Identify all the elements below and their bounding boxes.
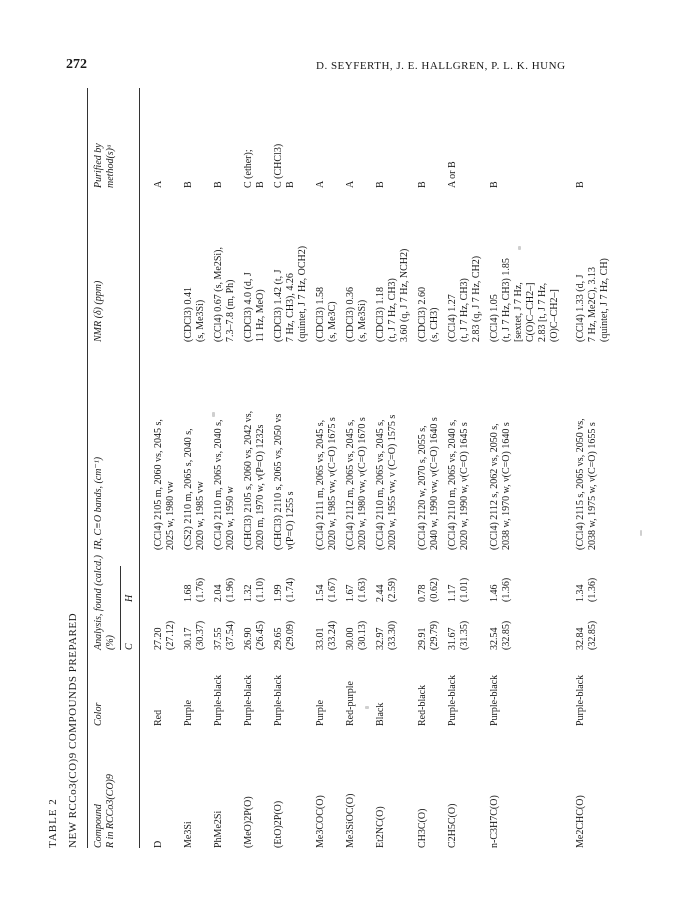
hydrogen-cell-line: (1.96) xyxy=(225,577,236,602)
color-cell-line: Purple-black xyxy=(213,674,224,726)
carbon-cell-line: 37.55 xyxy=(213,627,224,650)
header-rule xyxy=(139,88,140,848)
nmr-cell-line: (CCl4) 1.27 xyxy=(447,294,458,342)
carbon-cell-line: 29.65 xyxy=(273,627,284,650)
compound-cell xyxy=(243,796,255,848)
color-cell xyxy=(153,710,165,726)
method-cell-line: B xyxy=(213,181,224,188)
compound-cell-line: C2H5C(O) xyxy=(447,803,458,848)
ir-cell-line: ν(P=O) 1255 s xyxy=(285,491,296,550)
ir-cell-line: 2020 w, 1985 vw, ν(C=O) 1675 s xyxy=(327,417,338,550)
ir-cell-line: 2020 w, 1950 w xyxy=(225,486,236,550)
ir-cell xyxy=(345,417,369,550)
carbon-cell-line: (27.12) xyxy=(165,620,176,650)
analysis-rule xyxy=(120,566,121,650)
carbon-cell xyxy=(489,621,513,650)
color-cell xyxy=(575,675,587,726)
color-cell-line: Purple-black xyxy=(273,674,284,726)
carbon-cell xyxy=(273,621,297,650)
method-cell-line: A xyxy=(315,180,326,188)
nmr-cell xyxy=(375,249,411,342)
hydrogen-cell-line: 1.17 xyxy=(447,584,458,602)
hydrogen-cell-line: 2.44 xyxy=(375,584,386,602)
ir-cell-line: (CCl4) 2110 m, 2065 vs, 2040 s, xyxy=(447,419,458,550)
compound-cell xyxy=(273,801,285,848)
carbon-cell xyxy=(575,621,599,650)
nmr-cell-line: 2.83 [t, J 7 Hz, xyxy=(537,282,548,342)
compound-cell-line: (MeO)2P(O) xyxy=(243,796,254,848)
compound-cell xyxy=(345,794,357,848)
color-cell xyxy=(243,675,255,726)
method-cell xyxy=(153,181,165,188)
ir-cell-line: (CCl4) 2105 m, 2060 vs, 2045 s, xyxy=(153,419,164,550)
carbon-cell-line: 30.00 xyxy=(345,627,356,650)
compound-cell xyxy=(213,811,225,848)
method-cell xyxy=(183,181,195,188)
nmr-cell-line: (CDCl3) 1.58 xyxy=(315,287,326,342)
nmr-cell-line: (CDCl3) 4.0 (d, J xyxy=(243,272,254,342)
hydrogen-cell-line: 1.68 xyxy=(183,584,194,602)
method-cell xyxy=(273,144,297,188)
method-cell xyxy=(345,181,357,188)
carbon-cell-line: 31.67 xyxy=(447,627,458,650)
carbon-cell xyxy=(315,621,339,650)
color-cell xyxy=(315,700,327,726)
hydrogen-cell xyxy=(489,578,513,602)
carbon-cell-line: (33.24) xyxy=(327,620,338,650)
header-ir: IR, C≡O bands, (cm⁻¹) xyxy=(93,456,104,550)
method-cell-line: B xyxy=(417,181,428,188)
nmr-cell-line: 7 Hz, Me2C), 3.13 xyxy=(587,267,598,342)
compound-cell-line: Me2CHC(O) xyxy=(575,795,586,848)
page-number: 272 xyxy=(66,57,87,72)
color-cell-line: Purple-black xyxy=(489,674,500,726)
carbon-cell xyxy=(243,621,267,650)
ir-cell-line: (CHCl3) 2110 s, 2065 vs, 2050 vs xyxy=(273,413,284,550)
compound-cell-line: n-C3H7C(O) xyxy=(489,795,500,848)
carbon-cell-line: 32.97 xyxy=(375,627,386,650)
hydrogen-cell-line: 1.67 xyxy=(345,584,356,602)
nmr-cell xyxy=(489,258,561,342)
nmr-cell-line: (CCl4) 1.05 xyxy=(489,294,500,342)
color-cell-line: Red-black xyxy=(417,684,428,726)
nmr-cell xyxy=(575,258,611,342)
compound-cell xyxy=(575,795,587,848)
ir-cell-line: 2038 w, 1975 w, ν(C=O) 1655 s xyxy=(587,422,598,550)
nmr-cell xyxy=(417,287,441,342)
hydrogen-cell-line: (1.76) xyxy=(195,577,206,602)
nmr-cell xyxy=(273,246,309,342)
color-cell-line: Purple-black xyxy=(243,674,254,726)
ir-cell-line: 2020 w, 1980 vw, ν(C=O) 1670 s xyxy=(357,417,368,550)
nmr-cell-line: (quintet, J 7 Hz, CH) xyxy=(599,258,610,342)
compound-cell xyxy=(315,795,327,848)
ir-cell-line: 2040 w, 1990 vw, ν(C=O) 1640 s xyxy=(429,417,440,550)
nmr-cell-line: 11 Hz, MeO) xyxy=(255,289,266,342)
carbon-cell-line: (30.37) xyxy=(195,620,206,650)
compound-cell xyxy=(183,821,195,848)
ir-cell-line: 2020 m, 1970 w, ν(P=O) 1232s xyxy=(255,424,266,550)
table-title: NEW RCCo3(CO)9 COMPOUNDS PREPARED xyxy=(67,612,79,848)
hydrogen-cell xyxy=(575,578,599,602)
color-cell-line: Purple xyxy=(183,699,194,726)
color-cell xyxy=(345,681,357,726)
carbon-cell-line: (31.35) xyxy=(459,620,470,650)
compound-cell-line: Me3Si xyxy=(183,821,194,848)
method-cell-line: B xyxy=(489,181,500,188)
top-rule xyxy=(87,88,88,848)
carbon-cell-line: 29.91 xyxy=(417,627,428,650)
color-cell-line: Red-purple xyxy=(345,681,356,726)
carbon-cell xyxy=(447,621,471,650)
method-cell-line: A or B xyxy=(447,161,458,188)
hydrogen-cell xyxy=(417,578,441,602)
hydrogen-cell-line: 1.54 xyxy=(315,584,326,602)
ir-cell-line: (CCl4) 2111 m, 2065 vs, 2045 s, xyxy=(315,419,326,550)
hydrogen-cell xyxy=(273,578,297,602)
color-cell xyxy=(417,685,429,726)
ir-cell xyxy=(243,411,267,550)
carbon-cell xyxy=(153,621,177,650)
method-cell xyxy=(417,181,429,188)
carbon-cell-line: 32.84 xyxy=(575,627,586,650)
header-compound: Compound R in RCCo3(CO)9 xyxy=(93,774,116,848)
nmr-cell-line: (t, J 7 Hz, CH3) xyxy=(459,278,470,342)
ir-cell xyxy=(273,414,297,550)
method-cell xyxy=(213,181,225,188)
nmr-cell-line: (s, Me3Si) xyxy=(357,299,368,342)
compound-cell-line: Me3COC(O) xyxy=(315,795,326,848)
nmr-cell-line: (quintet, J 7 Hz, OCH2) xyxy=(297,245,308,342)
hydrogen-cell-line: (1.67) xyxy=(327,577,338,602)
hydrogen-cell-line: 0.78 xyxy=(417,584,428,602)
ir-cell-line: (CCl4) 2110 m, 2065 vs, 2040 s, xyxy=(213,419,224,550)
method-cell-line: A xyxy=(345,180,356,188)
ir-cell xyxy=(489,422,513,550)
hydrogen-cell xyxy=(447,578,471,602)
compound-cell-line: PhMe2Si xyxy=(213,810,224,848)
header-color: Color xyxy=(93,702,104,726)
ir-cell-line: (CCl4) 2120 w, 2070 s, 2055 s, xyxy=(417,425,428,550)
carbon-cell-line: 30.17 xyxy=(183,627,194,650)
nmr-cell xyxy=(345,287,369,342)
hydrogen-cell-line: (1.63) xyxy=(357,577,368,602)
nmr-cell-line: (CDCl3) 0.36 xyxy=(345,287,356,342)
compound-cell-line: CH3C(O) xyxy=(417,808,428,848)
hydrogen-cell xyxy=(183,578,207,602)
ir-cell xyxy=(153,419,177,550)
method-cell-line: B xyxy=(255,181,266,188)
ir-cell-line: 2025 w, 1980 vw xyxy=(165,481,176,550)
method-cell-line: B xyxy=(183,181,194,188)
nmr-cell-line: (CCl4) 0.67 (s, Me2Si), xyxy=(213,247,224,342)
method-cell xyxy=(489,181,501,188)
compound-cell-line: Et2NC(O) xyxy=(375,806,386,848)
hydrogen-cell-line: 1.99 xyxy=(273,584,284,602)
carbon-cell-line: (32.85) xyxy=(501,620,512,650)
ir-cell-line: (CCl4) 2112 s, 2062 vs, 2050 s, xyxy=(489,423,500,550)
ir-cell-line: (CS2) 2110 m, 2065 s, 2040 s, xyxy=(183,428,194,550)
nmr-cell-line: 7 Hz, CH3), 4.26 xyxy=(285,273,296,342)
color-cell-line: Purple-black xyxy=(447,674,458,726)
compound-cell xyxy=(489,795,501,848)
header-c: C xyxy=(124,643,135,650)
carbon-cell-line: 26.90 xyxy=(243,627,254,650)
carbon-cell-line: (32.85) xyxy=(587,620,598,650)
nmr-cell-line: (s, Me3C) xyxy=(327,301,338,342)
nmr-cell-line: 7.3–7.8 (m, Ph) xyxy=(225,279,236,342)
hydrogen-cell-line: (1.74) xyxy=(285,577,296,602)
color-cell xyxy=(447,675,459,726)
hydrogen-cell-line: 1.34 xyxy=(575,584,586,602)
nmr-cell-line: (s, CH3) xyxy=(429,307,440,342)
nmr-cell-line: (s, Me3Si) xyxy=(195,299,206,342)
carbon-cell-line: 27.20 xyxy=(153,627,164,650)
color-cell-line: Black xyxy=(375,702,386,726)
color-cell xyxy=(183,700,195,726)
compound-cell xyxy=(447,804,459,848)
carbon-cell xyxy=(183,621,207,650)
method-cell-line: B xyxy=(575,181,586,188)
nmr-cell-line: (O)C–CH2–] xyxy=(549,289,560,342)
ir-cell-line: 2020 w, 1955 vw, ν (C=O) 1575 s xyxy=(387,414,398,550)
carbon-cell-line: (30.13) xyxy=(357,620,368,650)
nmr-cell xyxy=(243,272,267,342)
ir-cell xyxy=(575,418,599,550)
ir-cell xyxy=(315,417,339,550)
carbon-cell xyxy=(375,621,399,650)
carbon-cell xyxy=(417,621,441,650)
carbon-cell-line: (29.09) xyxy=(285,620,296,650)
color-cell-line: Red xyxy=(153,709,164,726)
carbon-cell-line: (33.30) xyxy=(387,620,398,650)
carbon-cell-line: 32.54 xyxy=(489,627,500,650)
color-cell xyxy=(213,675,225,726)
header-analysis: Analysis, found (calcd.) (%) xyxy=(93,555,116,650)
rotated-table xyxy=(47,68,647,848)
hydrogen-cell-line: (0.62) xyxy=(429,577,440,602)
carbon-cell-line: (29.79) xyxy=(429,620,440,650)
header-purified: Purified by method(s)ᵃ xyxy=(93,143,116,188)
method-cell-line: B xyxy=(285,181,296,188)
hydrogen-cell-line: 2.04 xyxy=(213,584,224,602)
nmr-cell-line: C(O)C–CH2–] xyxy=(525,282,536,342)
ir-cell-line: 2038 w, 1970 w, ν(C=O) 1640 s xyxy=(501,422,512,550)
ir-cell-line: (CHCl3) 2105 s, 2060 vs, 2042 vs, xyxy=(243,410,254,550)
method-cell-line: B xyxy=(375,181,386,188)
compound-cell xyxy=(417,809,429,848)
method-cell xyxy=(243,149,267,188)
hydrogen-cell xyxy=(315,578,339,602)
running-head: D. SEYFERTH, J. E. HALLGREN, P. L. K. HUNG xyxy=(316,60,566,72)
hydrogen-cell xyxy=(345,578,369,602)
nmr-cell-line: (t, J 7 Hz, CH3) xyxy=(387,278,398,342)
ir-cell xyxy=(375,415,399,550)
method-cell xyxy=(447,161,459,188)
ir-cell-line: 2020 w, 1990 w, ν(C=O) 1645 s xyxy=(459,422,470,550)
ir-cell xyxy=(183,428,207,550)
carbon-cell-line: 33.01 xyxy=(315,627,326,650)
hydrogen-cell-line: (1.01) xyxy=(459,577,470,602)
ir-cell-line: (CCl4) 2112 m, 2065 vs, 2045 s, xyxy=(345,419,356,550)
carbon-cell xyxy=(345,621,369,650)
nmr-cell-line: (CCl4) 1.33 (d, J xyxy=(575,274,586,342)
color-cell xyxy=(273,675,285,726)
compound-cell-line: Me3SiOC(O) xyxy=(345,793,356,848)
nmr-cell xyxy=(213,247,237,342)
table-label: TABLE 2 xyxy=(47,798,59,848)
nmr-cell-line: (CDCl3) 1.18 xyxy=(375,287,386,342)
compound-cell-line: (EtO)2P(O) xyxy=(273,800,284,848)
method-cell xyxy=(375,181,387,188)
hydrogen-cell-line: 1.32 xyxy=(243,584,254,602)
color-cell-line: Purple xyxy=(315,699,326,726)
method-cell xyxy=(315,181,327,188)
compound-cell xyxy=(153,841,165,848)
ir-cell xyxy=(417,417,441,550)
method-cell-line: A xyxy=(153,180,164,188)
carbon-cell-line: (26.45) xyxy=(255,620,266,650)
nmr-cell-line: 3.60 (q, J 7 Hz, NCH2) xyxy=(399,248,410,342)
hydrogen-cell xyxy=(243,578,267,602)
header-nmr: NMR (δ) (ppm) xyxy=(93,280,104,342)
carbon-cell xyxy=(213,621,237,650)
hydrogen-cell-line: (1.36) xyxy=(587,577,598,602)
nmr-cell-line: (CDCl3) 2.60 xyxy=(417,287,428,342)
compound-cell xyxy=(375,806,387,848)
hydrogen-cell-line: (2.59) xyxy=(387,577,398,602)
ir-cell-line: (CCl4) 2110 m, 2065 vs, 2045 s, xyxy=(375,419,386,550)
hydrogen-cell-line: (1.10) xyxy=(255,577,266,602)
hydrogen-cell xyxy=(375,578,399,602)
nmr-cell-line: (t, J 7 Hz, CH3) 1.85 xyxy=(501,258,512,342)
color-cell-line: Purple-black xyxy=(575,674,586,726)
nmr-cell-line: 2.83 (q, J 7 Hz, CH2) xyxy=(471,255,482,342)
hydrogen-cell-line: (1.36) xyxy=(501,577,512,602)
nmr-cell-line: (CDCl3) 1.42 (t, J xyxy=(273,269,284,342)
nmr-cell-line: [sextet, J 7 Hz, xyxy=(513,282,524,342)
compound-cell-line: D xyxy=(153,840,164,848)
hydrogen-cell-line: 1.46 xyxy=(489,584,500,602)
hydrogen-cell xyxy=(213,578,237,602)
carbon-cell-line: (37.54) xyxy=(225,620,236,650)
ir-cell xyxy=(447,420,471,550)
nmr-cell xyxy=(183,287,207,342)
method-cell-line: C (CHCl3) xyxy=(273,143,284,188)
color-cell xyxy=(489,675,501,726)
ir-cell-line: (CCl4) 2115 s, 2065 vs, 2050 vs, xyxy=(575,418,586,550)
ir-cell-line: 2020 w, 1985 vw xyxy=(195,481,206,550)
nmr-cell xyxy=(315,287,339,342)
nmr-cell xyxy=(447,256,483,342)
color-cell xyxy=(375,703,387,726)
header-h: H xyxy=(124,594,135,602)
ir-cell xyxy=(213,420,237,550)
method-cell-line: C (ether); xyxy=(243,149,254,188)
method-cell xyxy=(575,181,587,188)
nmr-cell-line: (CDCl3) 0.41 xyxy=(183,287,194,342)
